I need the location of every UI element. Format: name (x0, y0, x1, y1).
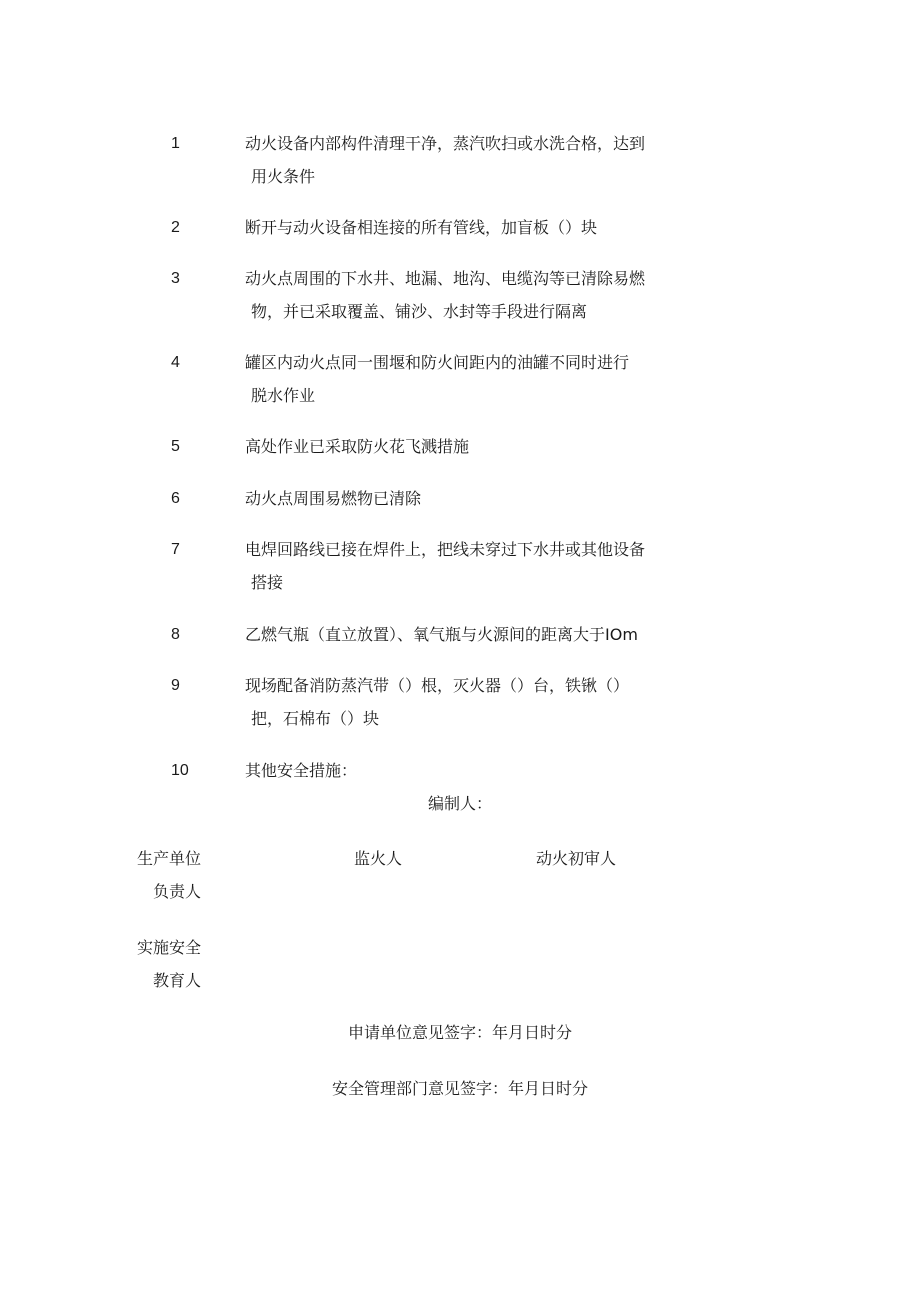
measure-number: 5 (171, 438, 180, 455)
measure-number: 8 (171, 626, 180, 643)
measure-number: 3 (171, 270, 180, 287)
measure-text-line1: 罐区内动火点同一围堰和防火间距内的油罐不同时进行 (245, 353, 630, 372)
safety-education-label: 实施安全 (137, 938, 202, 957)
measure-number: 9 (171, 677, 180, 694)
measure-text-line1: 动火设备内部构件清理干净，蒸汽吹扫或水洗合格，达到 (245, 134, 646, 153)
measure-text (245, 533, 685, 599)
compiler-label: 编制人： (427, 794, 492, 813)
measure-text-line2: 物，并已采取覆盖、铺沙、水封等手段进行隔离 (251, 302, 588, 321)
measure-text (245, 262, 685, 328)
measure-text-line2: 搭接 (251, 573, 284, 592)
measure-text-line1: 其他安全措施： (245, 761, 358, 780)
measure-text-line1: 动火点周围易燃物已清除 (245, 489, 422, 508)
measure-text-line1: 乙燃气瓶（直立放置）、氧气瓶与火源间的距离大于IOm (245, 625, 638, 644)
measure-number: 4 (171, 354, 180, 371)
measure-text-line1: 动火点周围的下水井、地漏、地沟、电缆沟等已清除易燃 (245, 269, 646, 288)
production-unit-label: 生产单位 (137, 849, 202, 868)
fire-watcher-label: 监火人 (354, 849, 403, 868)
measure-number: 7 (171, 541, 180, 558)
measure-text (245, 754, 685, 787)
measure-text-line2: 用火条件 (251, 167, 316, 186)
responsible-person-label: 负责人 (153, 882, 202, 901)
measure-text-line2: 把，石棉布（）块 (251, 709, 380, 728)
safety-dept-opinion: 安全管理部门意见签字：年月日时分 (331, 1079, 588, 1098)
measure-text-line2: 脱水作业 (251, 386, 316, 405)
measure-text (245, 127, 685, 193)
production-unit-signature (137, 842, 201, 908)
applicant-unit-opinion: 申请单位意见签字：年月日时分 (347, 1023, 572, 1042)
measure-text-line1: 现场配备消防蒸汽带（）根，灭火器（）台，铁锹（） (245, 676, 630, 695)
measure-number: 10 (171, 762, 189, 779)
measure-number: 2 (171, 219, 180, 236)
measure-text (245, 211, 685, 244)
measure-text (245, 482, 685, 515)
educator-label: 教育人 (153, 971, 202, 990)
measure-number: 1 (171, 135, 180, 152)
measure-text-line1: 电焊回路线已接在焊件上，把线未穿过下水井或其他设备 (245, 540, 646, 559)
measure-text-line1: 高处作业已采取防火花飞溅措施 (245, 437, 470, 456)
fire-initial-reviewer-label: 动火初审人 (536, 849, 617, 868)
measure-text (245, 669, 685, 735)
measure-text (245, 430, 685, 463)
measure-text (245, 346, 685, 412)
measure-text-line1: 断开与动火设备相连接的所有管线，加盲板（）块 (245, 218, 598, 237)
measure-text (245, 618, 685, 651)
measure-number: 6 (171, 490, 180, 507)
safety-education-signature (137, 931, 201, 997)
